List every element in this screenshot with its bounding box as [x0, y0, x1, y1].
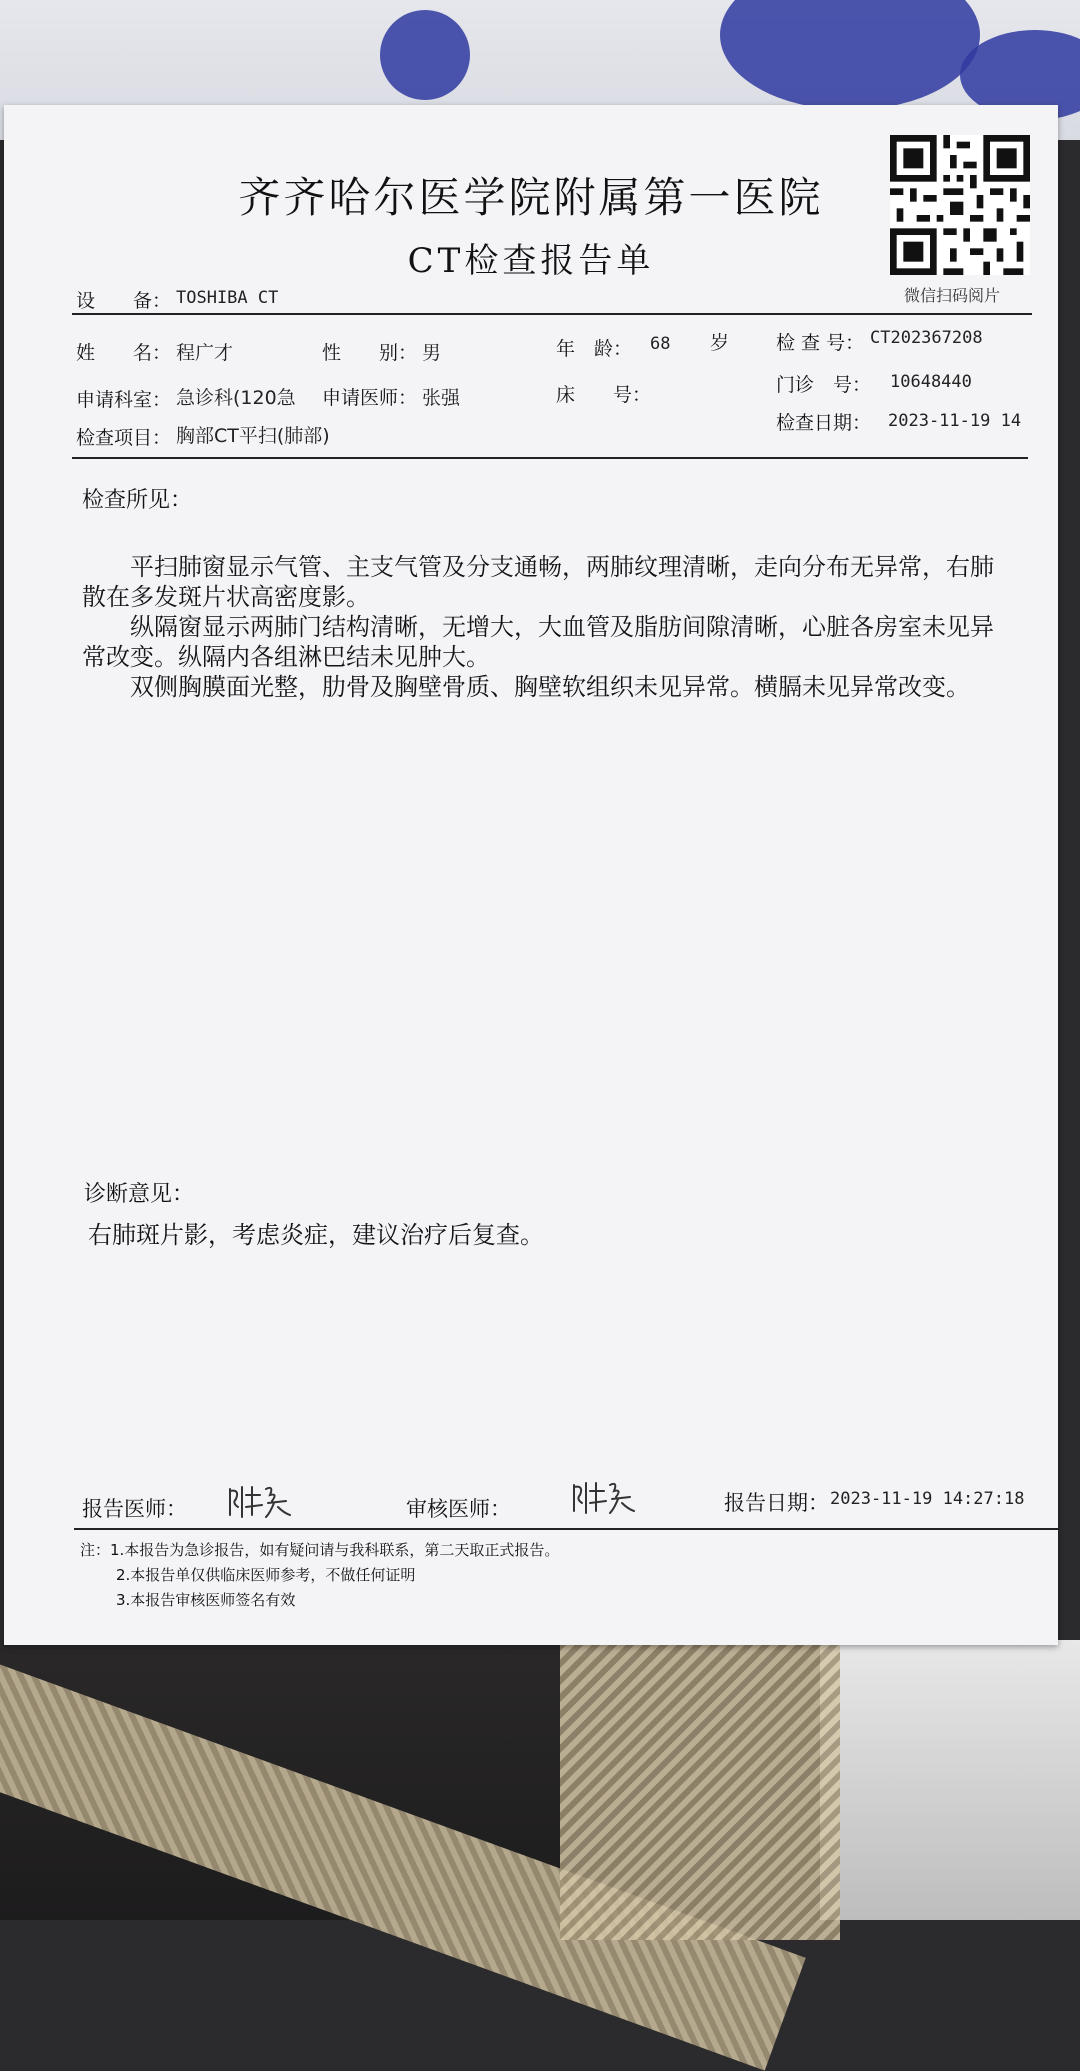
review-doctor-label: 审核医师： — [406, 1497, 511, 1521]
clinic-no: 10648440 — [890, 372, 972, 392]
age-unit: 岁 — [710, 332, 730, 354]
name-label: 姓 名： — [76, 342, 172, 364]
findings-text — [82, 552, 1002, 702]
hospital-name: 齐齐哈尔医学院附属第一医院 — [238, 173, 824, 222]
clinic-no-label: 门诊 号： — [776, 374, 872, 396]
findings-paragraph: 平扫肺窗显示气管、主支气管及分支通畅，两肺纹理清晰，走向分布无异常，右肺散在多发斑片状高密度影。 — [82, 553, 994, 611]
frame-edge — [560, 1640, 840, 1940]
notes — [80, 1538, 559, 1613]
patient-age: 68 — [650, 334, 671, 354]
signature-review-doctor — [570, 1477, 640, 1517]
report-title: CT检查报告单 — [407, 241, 655, 281]
diagnosis-text: 右肺斑片影，考虑炎症，建议治疗后复查。 — [88, 1221, 544, 1249]
dept-label: 申请科室： — [76, 389, 172, 411]
exam-no: CT202367208 — [870, 328, 983, 348]
ct-report-paper — [4, 105, 1058, 1645]
qr-caption: 微信扫码阅片 — [904, 286, 1001, 305]
background-pattern — [380, 10, 470, 100]
bed-label: 床 号： — [556, 384, 652, 406]
note-item: 3.本报告审核医师签名有效 — [116, 1591, 296, 1609]
exam-item: 胸部CT平扫(肺部) — [176, 425, 330, 447]
floor — [820, 1640, 1080, 1920]
header-rule — [72, 313, 1032, 315]
equipment-value: TOSHIBA CT — [176, 288, 279, 308]
exam-date: 2023-11-19 14 — [888, 411, 1022, 431]
findings-heading: 检查所见： — [82, 488, 193, 513]
equipment-label: 设 备： — [76, 290, 172, 312]
exam-item-label: 检查项目： — [76, 427, 172, 449]
signature-report-doctor — [226, 1481, 296, 1521]
doctor-value: 张强 — [422, 387, 461, 409]
exam-date-label: 检查日期： — [776, 412, 872, 434]
doctor-label: 申请医师： — [322, 387, 418, 409]
info-rule — [72, 457, 1028, 459]
dept-value: 急诊科(120急 — [176, 387, 296, 409]
note-item: 注：1.本报告为急诊报告，如有疑问请与我科联系，第二天取正式报告。 — [80, 1541, 560, 1559]
qr-code-icon — [890, 135, 1030, 275]
patient-sex: 男 — [422, 342, 442, 364]
report-date: 2023-11-19 14:27:18 — [830, 1489, 1025, 1509]
findings-paragraph: 纵隔窗显示两肺门结构清晰，无增大，大血管及脂肪间隙清晰，心脏各房室未见异常改变。纵隔内各组淋巴结未见肿大。 — [82, 613, 994, 671]
note-item: 2.本报告单仅供临床医师参考，不做任何证明 — [116, 1566, 416, 1584]
patient-name: 程广才 — [176, 342, 234, 364]
findings-paragraph: 双侧胸膜面光整，肋骨及胸壁骨质、胸壁软组织未见异常。横膈未见异常改变。 — [130, 673, 970, 701]
diagnosis-heading: 诊断意见： — [84, 1182, 195, 1207]
exam-no-label: 检 查 号： — [776, 332, 865, 354]
report-doctor-label: 报告医师： — [82, 1497, 187, 1521]
sex-label: 性 别： — [322, 342, 418, 364]
footer-rule — [74, 1528, 1058, 1530]
age-label: 年 龄： — [556, 338, 633, 360]
report-date-label: 报告日期： — [724, 1491, 829, 1515]
